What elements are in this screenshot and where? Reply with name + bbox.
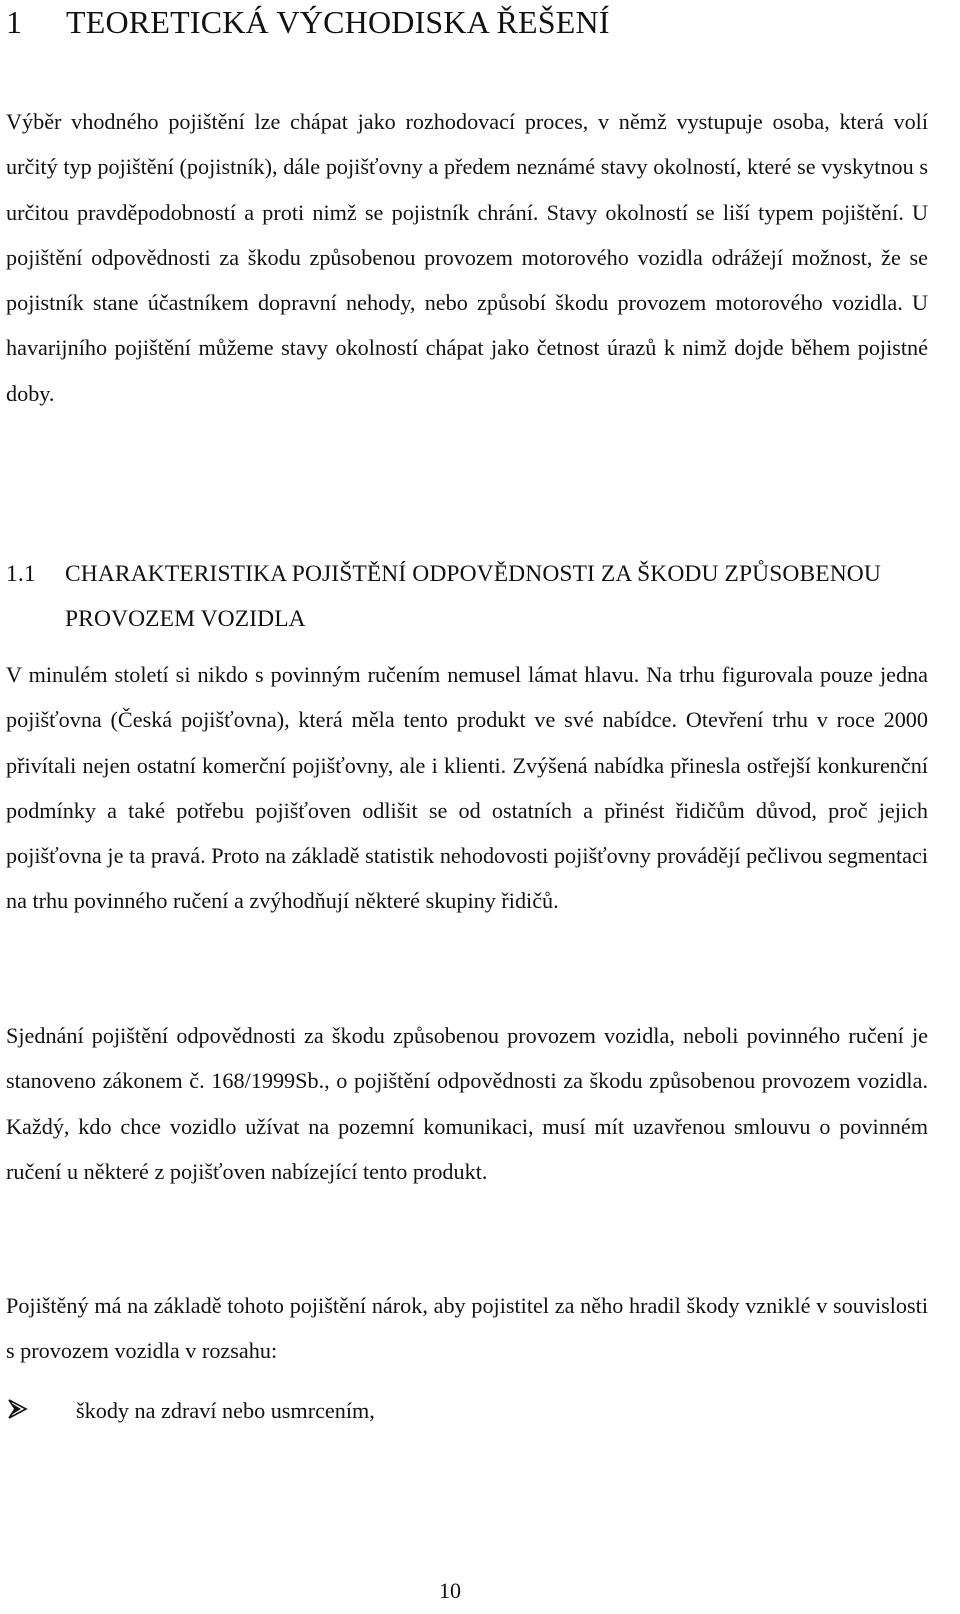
chapter-heading	[6, 0, 610, 44]
section-title: CHARAKTERISTIKA POJIŠTĚNÍ ODPOVĚDNOSTI ZA ŠKODU ZPŮSOBENOU PROVOZEM VOZIDLA	[65, 561, 881, 632]
arrowhead-bullet-icon	[6, 1398, 38, 1420]
section-number: 1.1	[6, 561, 36, 587]
paragraph-market: V minulém století si nikdo s povinným ručením nemusel lámat hlavu. Na trhu figurovala pouze jedna pojišťovna (Česká pojišťovna), která měla tento produkt ve své nabídce. Otevření trhu v roce 2000 přivítali nejen ostatní komerční pojišťovny, ale i klienti. Zvýšená nabídka přinesla ostřejší konkurenční podmínky a také potřebu pojišťoven odlišit se od ostatních a přinést řidičům důvod, proč jejich pojišťovna je ta pravá. Proto na základě statistik nehodovosti pojišťovny provádějí pečlivou segmentaci na trhu povinného ručení a zvýhodňují některé skupiny řidičů.	[6, 662, 928, 914]
list-item-text: škody na zdraví nebo usmrcením,	[76, 1398, 375, 1423]
paragraph-law: Sjednání pojištění odpovědnosti za škodu způsobenou provozem vozidla, neboli povinného ručení je stanoveno zákonem č. 168/1999Sb., o pojištění odpovědnosti za škodu způsobenou provozem vozidla. Každý, kdo chce vozidlo užívat na pozemní komunikaci, musí mít uzavřenou smlouvu o povinném ručení u některé z pojišťoven nabízející tento produkt.	[6, 1023, 928, 1184]
intro-paragraph: Výběr vhodného pojištění lze chápat jako rozhodovací proces, v němž vystupuje osoba, která volí určitý typ pojištění (pojistník), dále pojišťovny a předem neznámé stavy okolností, které se vyskytnou s určitou pravděpodobností a proti nimž se pojistník chrání. Stavy okolností se liší typem pojištění. U pojištění odpovědnosti za škodu způsobenou provozem motorového vozidla odrážejí možnost, že se pojistník stane účastníkem dopravní nehody, nebo způsobí škodu provozem motorového vozidla. U havarijního pojištění můžeme stavy okolností chápat jako četnost úrazů k nimž dojde během pojistné doby.	[6, 109, 928, 406]
paragraph-scope: Pojištěný má na základě tohoto pojištění nárok, aby pojistitel za něho hradil škody vzniklé v souvislosti s provozem vozidla v rozsahu:	[6, 1293, 928, 1364]
chapter-title: TEORETICKÁ VÝCHODISKA ŘEŠENÍ	[66, 4, 610, 40]
page-number: 10	[439, 1578, 461, 1603]
chapter-number: 1	[6, 4, 23, 40]
list-item	[6, 1388, 375, 1433]
